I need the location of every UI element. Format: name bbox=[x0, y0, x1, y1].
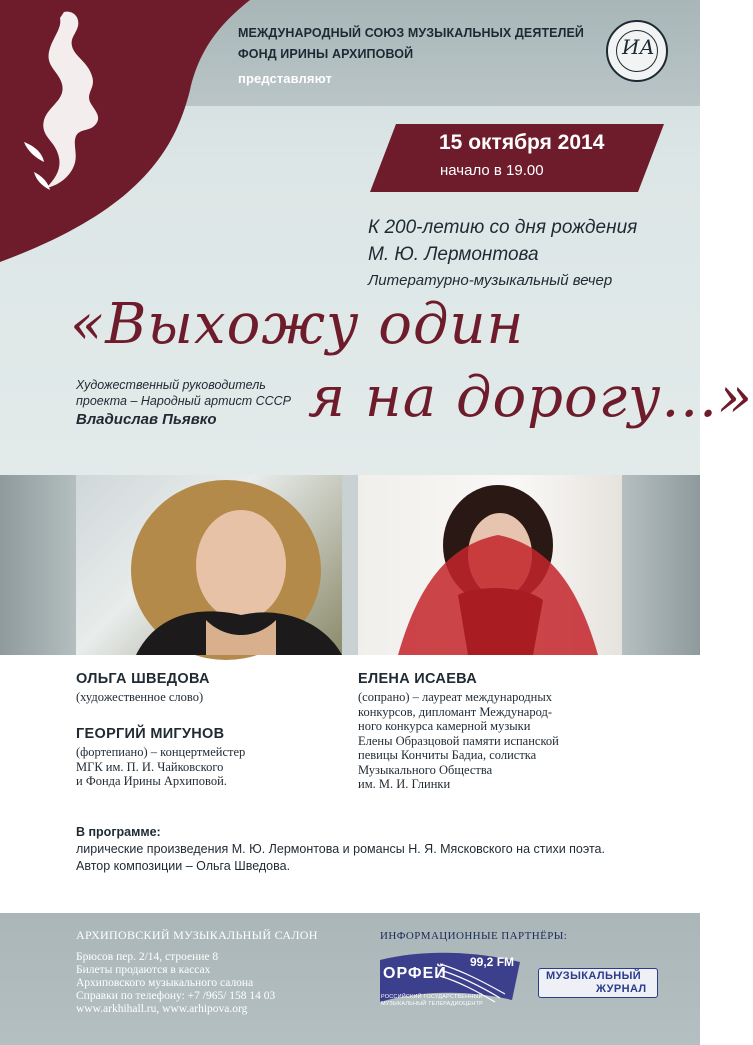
foundation-seal-icon: ИА bbox=[606, 20, 668, 82]
presents-text: представляют bbox=[238, 71, 332, 86]
venue-address: Брюсов пер. 2/14, строение 8 bbox=[76, 951, 219, 963]
portrait-olga-shvedova bbox=[76, 475, 342, 655]
portrait-elena-isaeva bbox=[358, 475, 622, 655]
partners-label: ИНФОРМАЦИОННЫЕ ПАРТНЁРЫ: bbox=[380, 930, 568, 942]
event-title-line-2: я на дорогу...» bbox=[308, 365, 753, 430]
event-title-line-1: «Выхожу один bbox=[70, 292, 525, 357]
event-date: 15 октября 2014 bbox=[439, 131, 605, 154]
performer-name-georgy: ГЕОРГИЙ МИГУНОВ bbox=[76, 726, 225, 742]
profile-silhouette-logo bbox=[0, 0, 260, 265]
event-time: начало в 19.00 bbox=[440, 162, 544, 179]
performer-desc-olga: (художественное слово) bbox=[76, 690, 204, 704]
venue-tickets-line-2: Архиповского музыкального салона bbox=[76, 977, 254, 989]
orfey-subtitle-1: РОССИЙСКИЙ ГОСУДАРСТВЕННЫЙ bbox=[381, 994, 483, 1000]
org-line-1: МЕЖДУНАРОДНЫЙ СОЮЗ МУЗЫКАЛЬНЫХ ДЕЯТЕЛЕЙ bbox=[238, 26, 585, 40]
program-heading: В программе: bbox=[76, 825, 161, 839]
performer-name-olga: ОЛЬГА ШВЕДОВА bbox=[76, 671, 210, 687]
venue-tickets-line-1: Билеты продаются в кассах bbox=[76, 964, 211, 976]
director-name: Владислав Пьявко bbox=[76, 411, 217, 428]
venue-websites[interactable]: www.arkhihall.ru, www.arhipova.org bbox=[76, 1003, 248, 1015]
program-line-2: Автор композиции – Ольга Шведова. bbox=[76, 859, 291, 873]
performer-name-elena: ЕЛЕНА ИСАЕВА bbox=[358, 671, 477, 687]
performer-desc-georgy: (фортепиано) – концертмейстер МГК им. П. И. Чайковского и Фонда Ирины Архиповой. bbox=[76, 745, 246, 788]
director-line-2: проекта – Народный артист СССР bbox=[76, 394, 292, 408]
anniversary-line-1: К 200-летию со дня рождения bbox=[368, 217, 638, 238]
venue-phone: Справки по телефону: +7 /965/ 158 14 03 bbox=[76, 990, 276, 1002]
orfey-frequency: 99,2 FM bbox=[470, 955, 515, 969]
journal-line-2: ЖУРНАЛ bbox=[596, 983, 647, 995]
venue-name: АРХИПОВСКИЙ МУЗЫКАЛЬНЫЙ САЛОН bbox=[76, 928, 318, 942]
orfey-name: ОРФЕЙ bbox=[383, 965, 447, 982]
program-line-1: лирические произведения М. Ю. Лермонтова и романсы Н. Я. Мясковского на стихи поэта. bbox=[76, 842, 605, 856]
director-line-1: Художественный руководитель bbox=[76, 378, 266, 392]
anniversary-line-2: М. Ю. Лермонтова bbox=[368, 244, 539, 265]
org-line-2: ФОНД ИРИНЫ АРХИПОВОЙ bbox=[238, 47, 414, 61]
journal-line-1: МУЗЫКАЛЬНЫЙ bbox=[546, 970, 642, 982]
orfey-subtitle-2: МУЗЫКАЛЬНЫЙ ТЕЛЕРАДИОЦЕНТР bbox=[381, 1001, 484, 1007]
event-type: Литературно-музыкальный вечер bbox=[368, 272, 613, 289]
performer-desc-elena: (сопрано) – лауреат международных конкурсов, дипломант Международ- ного конкурса камерной музыки Елены Образцовой памяти испанской певицы Кончиты Бадиа, солистка Музыкального Общества им. М. И. Глинки bbox=[358, 690, 559, 791]
